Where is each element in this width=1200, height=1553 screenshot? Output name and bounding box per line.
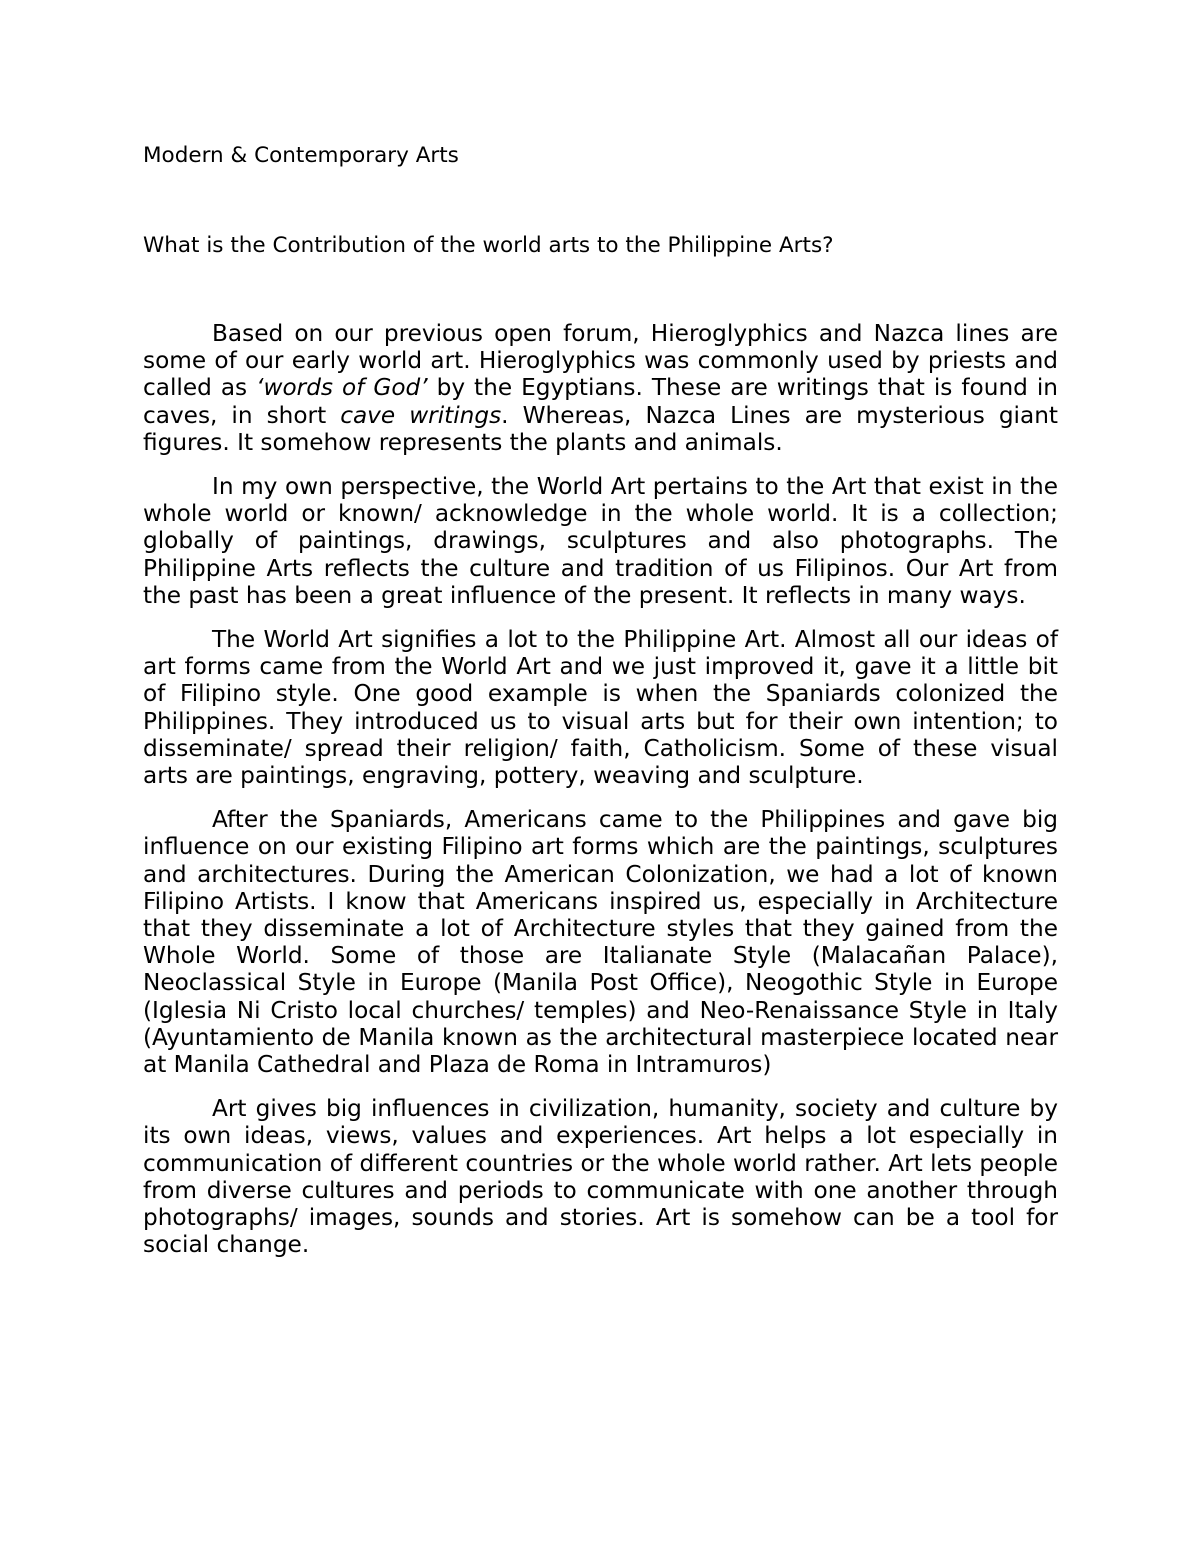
document-page [143,140,1058,1276]
essay-body [143,320,1058,1259]
paragraph-1-italic-term: cave writings [340,401,502,429]
paragraph-1-text-a: Based on our previous open forum, Hieroglyphics and Nazca lines are some of our early world art. Hieroglyphics was commonly used by priests and called as [143,320,1058,402]
question-heading: What is the Contribution of the world arts to the Philippine Arts? [143,233,834,258]
paragraph-2: In my own perspective, the World Art pertains to the Art that exist in the whole world or known/ acknowledge in the whole world. It is a collection; globally of paintings, drawings, sculptures and also photographs. The Philippine Arts reflects the culture and tradition of us Filipinos. Our Art from the past has been a great influence of the present. It reflects in many ways. [143,473,1058,609]
paragraph-5: Art gives big influences in civilization, humanity, society and culture by its own ideas, views, values and experiences. Art helps a lot especially in communication of different countries or the whole world rather. Art lets people from diverse cultures and periods to communicate with one another through photographs/ images, sounds and stories. Art is somehow can be a tool for social change. [143,1095,1058,1259]
paragraph-1 [143,320,1058,456]
paragraph-3: The World Art signifies a lot to the Philippine Art. Almost all our ideas of art forms came from the World Art and we just improved it, gave it a little bit of Filipino style. One good example is when the Spaniards colonized the Philippines. They introduced us to visual arts but for their own intention; to disseminate/ spread their religion/ faith, Catholicism. Some of these visual arts are paintings, engraving, pottery, weaving and sculpture. [143,626,1058,790]
document-title: Modern & Contemporary Arts [143,143,459,168]
paragraph-1-text-e: . Whereas, Nazca Lines are mysterious giant figures. It somehow represents the plants and animals. [143,401,1058,456]
paragraph-1-italic-quote: ‘words of God’ [256,374,428,402]
paragraph-4: After the Spaniards, Americans came to the Philippines and gave big influence on our existing Filipino art forms which are the paintings, sculptures and architectures. During the American Colonization, we had a lot of known Filipino Artists. I know that Americans inspired us, especially in Architecture that they disseminate a lot of Architecture styles that they gained from the Whole World. Some of those are Italianate Style (Malacañan Palace), Neoclassical Style in Europe (Manila Post Office), Neogothic Style in Europe (Iglesia Ni Cristo local churches/ temples) and Neo-Renaissance Style in Italy (Ayuntamiento de Manila known as the architectural masterpiece located near at Manila Cathedral and Plaza de Roma in Intramuros) [143,806,1058,1079]
paragraph-1-text-c: by the Egyptians. These are writings that is found in caves, in short [143,374,1058,429]
